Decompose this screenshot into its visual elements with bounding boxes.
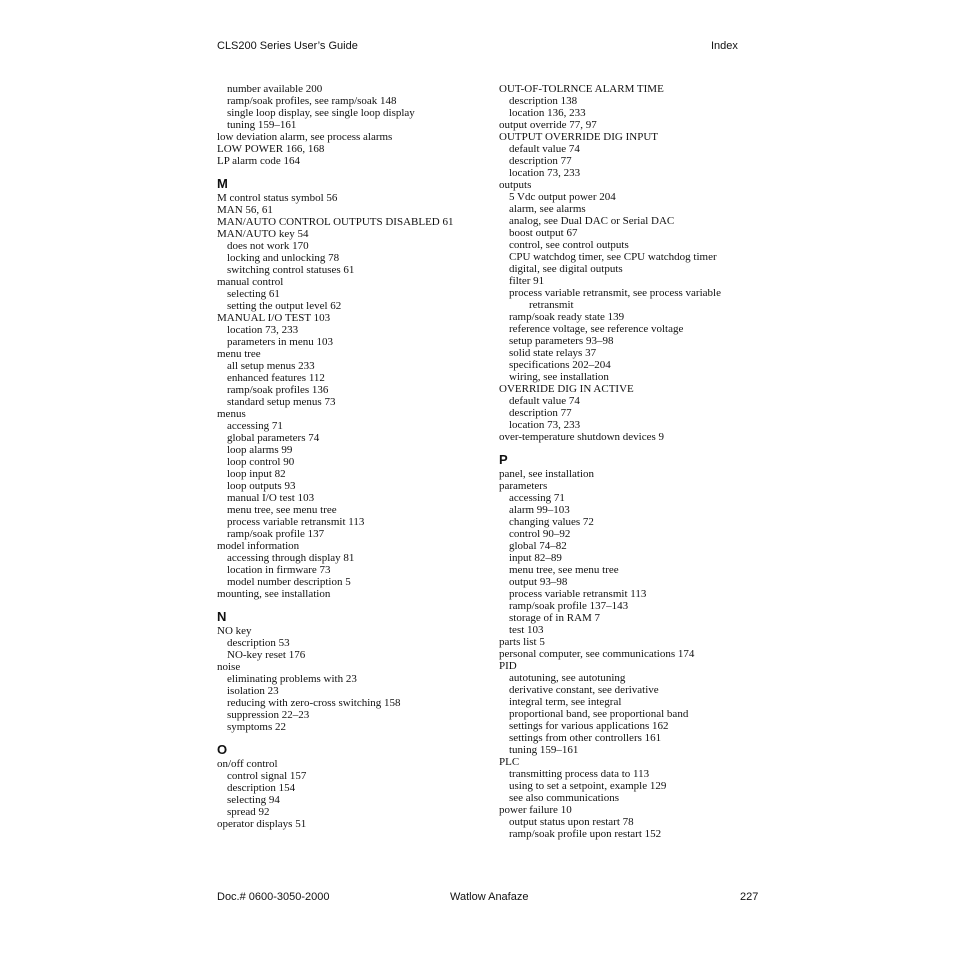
index-entry: MANUAL I/O TEST 103	[217, 312, 331, 324]
index-entry: noise	[217, 661, 241, 673]
index-subentry: control, see control outputs	[509, 239, 629, 251]
index-subentry: ramp/soak profile 137	[227, 528, 325, 540]
footer-doc-number: Doc.# 0600-3050-2000	[217, 891, 330, 903]
index-entry: model information	[217, 540, 300, 552]
index-subentry: autotuning, see autotuning	[509, 672, 626, 684]
index-entry: PLC	[499, 756, 520, 768]
index-entry: on/off control	[217, 758, 278, 770]
index-subentry: menu tree, see menu tree	[227, 504, 337, 516]
index-entry: OUTPUT OVERRIDE DIG INPUT	[499, 131, 658, 143]
index-subentry: tuning 159–161	[509, 744, 579, 756]
index-entry: NO key	[217, 625, 252, 637]
index-subentry: manual I/O test 103	[227, 492, 315, 504]
index-subentry: suppression 22–23	[227, 709, 310, 721]
index-subentry: accessing through display 81	[227, 552, 355, 564]
index-subentry: input 82–89	[509, 552, 562, 564]
index-subentry: proportional band, see proportional band	[509, 708, 689, 720]
index-subentry: control signal 157	[227, 770, 307, 782]
index-subentry: see also communications	[509, 792, 619, 804]
index-entry: manual control	[217, 276, 284, 288]
index-subentry: process variable retransmit, see process variable	[509, 287, 721, 299]
index-subentry: setup parameters 93–98	[509, 335, 614, 347]
index-subentry: changing values 72	[509, 516, 594, 528]
index-section-letter: M	[217, 176, 228, 191]
index-subentry: global 74–82	[509, 540, 567, 552]
index-subentry: analog, see Dual DAC or Serial DAC	[509, 215, 675, 227]
index-subentry: location 73, 233	[509, 167, 581, 179]
index-subentry: alarm 99–103	[509, 504, 570, 516]
index-entry: OUT-OF-TOLRNCE ALARM TIME	[499, 83, 664, 95]
running-header-title: CLS200 Series User’s Guide	[217, 40, 358, 52]
index-entry: outputs	[499, 179, 532, 191]
index-subentry: output status upon restart 78	[509, 816, 634, 828]
index-subentry: ramp/soak profile 137–143	[509, 600, 629, 612]
index-entry: parameters	[499, 480, 548, 492]
index-subentry: control 90–92	[509, 528, 571, 540]
section-spacer	[499, 443, 721, 453]
index-subentry: location 73, 233	[509, 419, 581, 431]
section-spacer	[217, 600, 454, 610]
index-subentry: retransmit	[529, 299, 574, 311]
index-subentry: description 53	[227, 637, 290, 649]
index-entry: personal computer, see communications 174	[499, 648, 695, 660]
index-entry: over-temperature shutdown devices 9	[499, 431, 665, 443]
index-subentry: specifications 202–204	[509, 359, 611, 371]
index-subentry: global parameters 74	[227, 432, 320, 444]
index-column-right	[499, 83, 721, 840]
index-subentry: using to set a setpoint, example 129	[509, 780, 667, 792]
index-subentry: isolation 23	[227, 685, 279, 697]
index-entry: output override 77, 97	[499, 119, 597, 131]
index-subentry: default value 74	[509, 143, 580, 155]
index-subentry: loop input 82	[227, 468, 286, 480]
index-subentry: description 77	[509, 407, 572, 419]
running-header-section: Index	[711, 40, 738, 52]
index-subentry: ramp/soak profiles, see ramp/soak 148	[227, 95, 397, 107]
index-subentry: tuning 159–161	[227, 119, 297, 131]
index-subentry: process variable retransmit 113	[509, 588, 647, 600]
page-number: 227	[740, 891, 759, 903]
index-subentry: boost output 67	[509, 227, 578, 239]
index-subentry: storage of in RAM 7	[509, 612, 601, 624]
index-subentry: number available 200	[227, 83, 323, 95]
index-subentry: location in firmware 73	[227, 564, 331, 576]
index-subentry: switching control statuses 61	[227, 264, 355, 276]
index-subentry: test 103	[509, 624, 544, 636]
index-entry: low deviation alarm, see process alarms	[217, 131, 393, 143]
index-column-left	[217, 83, 454, 830]
index-subentry: reference voltage, see reference voltage	[509, 323, 684, 335]
index-entry: menu tree	[217, 348, 261, 360]
index-section-letter: P	[499, 452, 508, 467]
index-subentry: all setup menus 233	[227, 360, 315, 372]
index-subentry: loop outputs 93	[227, 480, 296, 492]
index-entry: MAN/AUTO CONTROL OUTPUTS DISABLED 61	[217, 216, 454, 228]
index-subentry: digital, see digital outputs	[509, 263, 623, 275]
index-subentry: derivative constant, see derivative	[509, 684, 659, 696]
index-subentry: enhanced features 112	[227, 372, 325, 384]
index-subentry: description 138	[509, 95, 578, 107]
index-subentry: does not work 170	[227, 240, 309, 252]
index-entry: LP alarm code 164	[217, 155, 300, 167]
index-subentry: loop alarms 99	[227, 444, 293, 456]
index-subentry: model number description 5	[227, 576, 351, 588]
index-subentry: settings from other controllers 161	[509, 732, 662, 744]
index-section-letter: O	[217, 742, 228, 757]
index-subentry: location 136, 233	[509, 107, 586, 119]
footer-publisher: Watlow Anafaze	[450, 891, 529, 903]
index-subentry: ramp/soak profile upon restart 152	[509, 828, 662, 840]
section-spacer	[217, 167, 454, 177]
index-subentry: reducing with zero-cross switching 158	[227, 697, 401, 709]
index-subentry: ramp/soak profiles 136	[227, 384, 329, 396]
index-subentry: settings for various applications 162	[509, 720, 669, 732]
index-subentry: single loop display, see single loop display	[227, 107, 415, 119]
index-subentry: parameters in menu 103	[227, 336, 333, 348]
index-subentry: wiring, see installation	[509, 371, 609, 383]
index-subentry: location 73, 233	[227, 324, 299, 336]
index-subentry: locking and unlocking 78	[227, 252, 340, 264]
index-section-letter: N	[217, 609, 227, 624]
index-subentry: setting the output level 62	[227, 300, 342, 312]
index-subentry: accessing 71	[509, 492, 565, 504]
index-subentry: spread 92	[227, 806, 270, 818]
index-entry: menus	[217, 408, 246, 420]
index-entry: operator displays 51	[217, 818, 307, 830]
index-subentry: integral term, see integral	[509, 696, 622, 708]
index-entry: LOW POWER 166, 168	[217, 143, 325, 155]
index-subentry: selecting 94	[227, 794, 280, 806]
index-subentry: 5 Vdc output power 204	[509, 191, 616, 203]
index-subentry: loop control 90	[227, 456, 295, 468]
index-subentry: output 93–98	[509, 576, 568, 588]
index-subentry: description 77	[509, 155, 572, 167]
index-entry: MAN/AUTO key 54	[217, 228, 309, 240]
index-subentry: accessing 71	[227, 420, 283, 432]
index-subentry: menu tree, see menu tree	[509, 564, 619, 576]
index-subentry: process variable retransmit 113	[227, 516, 365, 528]
index-subentry: selecting 61	[227, 288, 280, 300]
section-spacer	[217, 733, 454, 743]
index-subentry: alarm, see alarms	[509, 203, 586, 215]
index-entry: M control status symbol 56	[217, 192, 338, 204]
index-subentry: CPU watchdog timer, see CPU watchdog timer	[509, 251, 717, 263]
index-subentry: transmitting process data to 113	[509, 768, 650, 780]
index-subentry: symptoms 22	[227, 721, 286, 733]
index-subentry: solid state relays 37	[509, 347, 597, 359]
index-entry: power failure 10	[499, 804, 572, 816]
index-subentry: eliminating problems with 23	[227, 673, 357, 685]
index-entry: MAN 56, 61	[217, 204, 273, 216]
index-subentry: standard setup menus 73	[227, 396, 336, 408]
index-subentry: description 154	[227, 782, 296, 794]
index-entry: panel, see installation	[499, 468, 594, 480]
index-subentry: default value 74	[509, 395, 580, 407]
index-subentry: ramp/soak ready state 139	[509, 311, 625, 323]
index-entry: parts list 5	[499, 636, 545, 648]
index-subentry: filter 91	[509, 275, 545, 287]
index-subentry: NO-key reset 176	[227, 649, 306, 661]
index-entry: mounting, see installation	[217, 588, 331, 600]
index-entry: OVERRIDE DIG IN ACTIVE	[499, 383, 634, 395]
index-entry: PID	[499, 660, 517, 672]
